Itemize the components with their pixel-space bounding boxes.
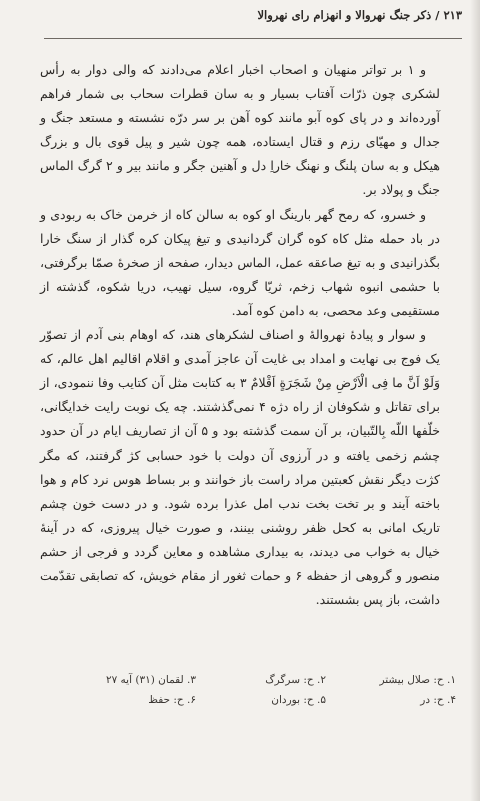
footnote: ۲. ح: سرگرگ: [265, 674, 326, 686]
paragraph: و سوار و پیادهٔ نهروالهٔ و اصناف لشکرهای هند، که اوهام بنی آدم از تصوّر یک فوج بی نهایت و امداد بی غایت آن عاجز آمدی و اقلام اقالیم اهل عالم، که وَلَوْ اَنَّ ما فِی الْاَرْضِ مِنْ شَجَرَةٍ اَقْلامٌ ۳ به کتابت مثل آن کتایب وفا ننمودی، از برای تقاتل و شکوفان از راه دژه ۴ نمی‌گذشتند. چه یک نوبت رایت خدایگانی، خلّفها اللّه بِالتّبیان، بر آن سمت گذشته بود و ۵ آن از تصاریف ایام در آن حدود چشم زخمی یافته و در آرزوی آن دولت با خود حسابی کژ گرفتند، که مگر کژت دیگر نقش کعبتین مراد راست باز خوانند و بر بساط هوس نرد کام و هوا باخته آیند و بر تخت بخت ندب امل عذرا برده شود. و در دست خون چشم تاریک امانی به کحل ظفر روشنی بینند، و صورت خیال پیروزی، که در آینهٔ خیال به خواب می دیدند، به بیداری مشاهده و معاین گردد و فرجی از حشم منصور و گروهی از حفظه ۶ و حمات ثغور از مقام خویش، که تصابقی تقدّمت داشت، باز پس بشستند.: [40, 327, 440, 608]
running-title: ۲۱۳ / ذکر جنگ نهروالا و انهزام رای نهروالا: [257, 8, 462, 22]
footnote: ۳. لقمان (۳۱) آیه ۲۷: [105, 674, 196, 686]
main-text: [40, 58, 440, 612]
footnote-row: [66, 690, 456, 710]
page-edge-shadow: [470, 0, 480, 801]
paragraph: و خسرو، که رمح گهر بارینگ او کوه به سالن کاه از خرمن خاک به ربودی و در باد حمله مثل کاه کوه گران گردانیدی و تیغ پیکان کره گذار از سنگ خارا بگذرانیدی و به تیغ صاعقه عمل، الماس دیدار، صفحه از صخرهٔ صمّا برگرفتی، با حشمی انبوه شهاب زخم، ثریّا گروه، سیل نهیب، دریا شکوه، گذشته از مستقیمی وعد محصی، به دامن کوه آمد.: [40, 206, 440, 318]
paragraph: و ۱ بر تواتر منهیان و اصحاب اخبار اعلام می‌دادند که والی دوار به رأس لشکری چون ذرّات آفتاب بسیار و به سان قطرات سحاب بی شمار فراهم آورده‌اند و در پای کوه آبو مانند کوه آهن بر سر درّه نشسته و مستعد جنگ و جدال و مهیّای رزم و قتال ایستاده، همه چون شیر و پیل قوی بال و بزرگ هیکل و به سان پلنگ و نهنگ خاراِ دل و آهنین جگر و مانند بیر و ۲ گرگ الماس جنگ و پولاد بر.: [40, 62, 441, 198]
footnote: ۵. ح: بوردان: [271, 694, 326, 706]
running-header: [44, 8, 462, 39]
footnote: ۱. ح: صلال بیشتر: [379, 674, 456, 686]
footnote: ۴. ح: در: [420, 694, 456, 706]
footnote-row: [66, 670, 456, 690]
footnote: ۶. ح: حفظ: [148, 694, 196, 706]
footnotes: [66, 670, 456, 718]
